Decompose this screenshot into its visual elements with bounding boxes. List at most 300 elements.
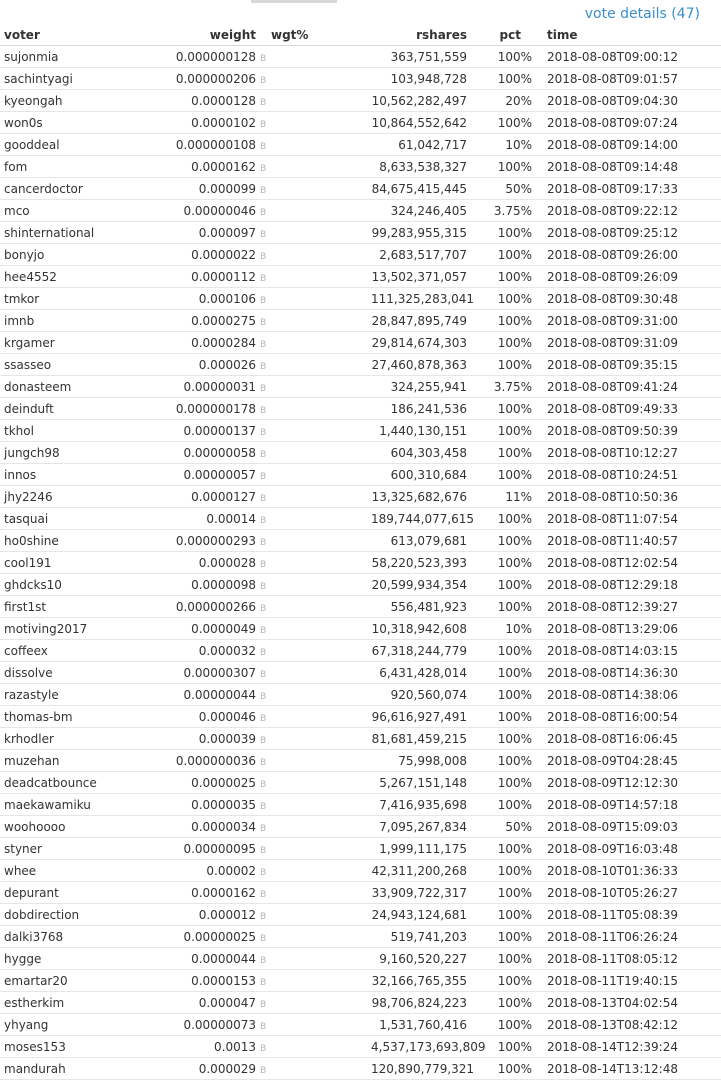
row-spacer	[532, 816, 547, 838]
wgt-pct-value	[268, 442, 371, 464]
time-value: 2018-08-11T05:08:39	[547, 904, 721, 926]
wgt-pct-value	[268, 948, 371, 970]
weight-unit-icon: B	[260, 515, 267, 526]
row-spacer	[532, 222, 547, 244]
row-spacer	[532, 772, 547, 794]
weight-value: 0.000028	[160, 552, 256, 574]
column-header-pct[interactable]: pct	[467, 25, 532, 46]
table-row	[0, 244, 721, 266]
voter-link[interactable]: mandurah	[0, 1058, 160, 1080]
voter-link[interactable]: fom	[0, 156, 160, 178]
pct-value: 100%	[467, 574, 532, 596]
pct-value: 10%	[467, 618, 532, 640]
weight-value: 0.00000058	[160, 442, 256, 464]
voter-link[interactable]: deadcatbounce	[0, 772, 160, 794]
wgt-pct-value	[268, 1014, 371, 1036]
pct-value: 3.75%	[467, 200, 532, 222]
row-spacer	[532, 618, 547, 640]
row-spacer	[532, 970, 547, 992]
voter-link[interactable]: jhy2246	[0, 486, 160, 508]
pct-value: 50%	[467, 178, 532, 200]
weight-unit-cell	[256, 222, 268, 244]
time-value: 2018-08-08T09:00:12	[547, 46, 721, 68]
voter-link[interactable]: sachintyagi	[0, 68, 160, 90]
rshares-value: 28,847,895,749	[371, 310, 467, 332]
voter-link[interactable]: ssasseo	[0, 354, 160, 376]
voter-link[interactable]: dobdirection	[0, 904, 160, 926]
wgt-pct-value	[268, 398, 371, 420]
row-spacer	[532, 904, 547, 926]
voter-link[interactable]: krhodler	[0, 728, 160, 750]
weight-value: 0.00000057	[160, 464, 256, 486]
voter-link[interactable]: styner	[0, 838, 160, 860]
voter-link[interactable]: donasteem	[0, 376, 160, 398]
voter-link[interactable]: hygge	[0, 948, 160, 970]
wgt-pct-value	[268, 464, 371, 486]
pct-value: 100%	[467, 750, 532, 772]
weight-unit-cell	[256, 860, 268, 882]
voter-link[interactable]: maekawamiku	[0, 794, 160, 816]
pct-value: 100%	[467, 156, 532, 178]
weight-unit-cell	[256, 728, 268, 750]
wgt-pct-value	[268, 46, 371, 68]
pct-value: 100%	[467, 706, 532, 728]
weight-value: 0.0000034	[160, 816, 256, 838]
row-spacer	[532, 684, 547, 706]
voter-link[interactable]: woohoooo	[0, 816, 160, 838]
row-spacer	[532, 200, 547, 222]
time-value: 2018-08-08T09:26:09	[547, 266, 721, 288]
weight-unit-icon: B	[260, 317, 267, 328]
weight-unit-icon: B	[260, 889, 267, 900]
wgt-pct-value	[268, 310, 371, 332]
table-row	[0, 662, 721, 684]
voter-link[interactable]: deinduft	[0, 398, 160, 420]
wgt-pct-value	[268, 728, 371, 750]
column-header-unit-spacer	[256, 25, 268, 46]
weight-unit-cell	[256, 706, 268, 728]
weight-unit-cell	[256, 68, 268, 90]
table-row	[0, 926, 721, 948]
weight-unit-icon: B	[260, 999, 267, 1010]
time-value: 2018-08-08T09:25:12	[547, 222, 721, 244]
pct-value: 100%	[467, 662, 532, 684]
wgt-pct-value	[268, 970, 371, 992]
weight-unit-icon: B	[260, 119, 267, 130]
row-spacer	[532, 244, 547, 266]
rshares-value: 604,303,458	[371, 442, 467, 464]
column-header-rshares[interactable]: rshares	[371, 25, 467, 46]
weight-unit-icon: B	[260, 779, 267, 790]
rshares-value: 27,460,878,363	[371, 354, 467, 376]
weight-unit-cell	[256, 684, 268, 706]
rshares-value: 613,079,681	[371, 530, 467, 552]
wgt-pct-value	[268, 552, 371, 574]
weight-unit-icon: B	[260, 559, 267, 570]
weight-unit-cell	[256, 1036, 268, 1058]
table-row	[0, 1014, 721, 1036]
time-value: 2018-08-08T09:49:33	[547, 398, 721, 420]
voter-link[interactable]: mco	[0, 200, 160, 222]
table-row	[0, 442, 721, 464]
weight-value: 0.00000044	[160, 684, 256, 706]
table-row	[0, 90, 721, 112]
row-spacer	[532, 750, 547, 772]
time-value: 2018-08-08T13:29:06	[547, 618, 721, 640]
weight-unit-icon: B	[260, 1043, 267, 1054]
row-spacer	[532, 178, 547, 200]
table-row	[0, 706, 721, 728]
weight-unit-cell	[256, 618, 268, 640]
voter-link[interactable]: moses153	[0, 1036, 160, 1058]
weight-value: 0.0000128	[160, 90, 256, 112]
voter-link[interactable]: emartar20	[0, 970, 160, 992]
voter-link[interactable]: yhyang	[0, 1014, 160, 1036]
weight-unit-cell	[256, 816, 268, 838]
table-row	[0, 904, 721, 926]
time-value: 2018-08-08T09:31:00	[547, 310, 721, 332]
weight-value: 0.0000275	[160, 310, 256, 332]
time-value: 2018-08-08T16:00:54	[547, 706, 721, 728]
weight-unit-icon: B	[260, 581, 267, 592]
voter-link[interactable]: depurant	[0, 882, 160, 904]
weight-value: 0.0000035	[160, 794, 256, 816]
time-value: 2018-08-14T13:12:48	[547, 1058, 721, 1080]
voter-link[interactable]: whee	[0, 860, 160, 882]
rshares-value: 81,681,459,215	[371, 728, 467, 750]
pct-value: 100%	[467, 508, 532, 530]
rshares-value: 4,537,173,693,809	[371, 1036, 467, 1058]
vote-details-link[interactable]: vote details (47)	[584, 6, 700, 22]
voter-link[interactable]: first1st	[0, 596, 160, 618]
row-spacer	[532, 926, 547, 948]
row-spacer	[532, 332, 547, 354]
weight-unit-icon: B	[260, 625, 267, 636]
wgt-pct-value	[268, 904, 371, 926]
time-value: 2018-08-08T09:41:24	[547, 376, 721, 398]
time-value: 2018-08-11T06:26:24	[547, 926, 721, 948]
time-value: 2018-08-13T08:42:12	[547, 1014, 721, 1036]
weight-value: 0.000000108	[160, 134, 256, 156]
weight-unit-icon: B	[260, 471, 267, 482]
weight-value: 0.0000102	[160, 112, 256, 134]
pct-value: 100%	[467, 530, 532, 552]
row-spacer	[532, 68, 547, 90]
row-spacer	[532, 46, 547, 68]
voter-link[interactable]: ghdcks10	[0, 574, 160, 596]
voter-link[interactable]: jungch98	[0, 442, 160, 464]
pct-value: 100%	[467, 332, 532, 354]
voter-link[interactable]: imnb	[0, 310, 160, 332]
voter-link[interactable]: tkhol	[0, 420, 160, 442]
wgt-pct-value	[268, 200, 371, 222]
voter-link[interactable]: bonyjo	[0, 244, 160, 266]
row-spacer	[532, 1058, 547, 1080]
weight-unit-icon: B	[260, 691, 267, 702]
pct-value: 100%	[467, 310, 532, 332]
weight-value: 0.00000031	[160, 376, 256, 398]
voter-link[interactable]: motiving2017	[0, 618, 160, 640]
pct-value: 100%	[467, 244, 532, 266]
pct-value: 100%	[467, 1014, 532, 1036]
voter-link[interactable]: gooddeal	[0, 134, 160, 156]
time-value: 2018-08-11T19:40:15	[547, 970, 721, 992]
weight-unit-cell	[256, 354, 268, 376]
rshares-value: 10,864,552,642	[371, 112, 467, 134]
row-spacer	[532, 266, 547, 288]
rshares-value: 5,267,151,148	[371, 772, 467, 794]
weight-unit-icon: B	[260, 339, 267, 350]
pct-value: 100%	[467, 772, 532, 794]
wgt-pct-value	[268, 816, 371, 838]
voter-link[interactable]: sujonmia	[0, 46, 160, 68]
table-row	[0, 970, 721, 992]
weight-unit-icon: B	[260, 823, 267, 834]
weight-unit-cell	[256, 970, 268, 992]
table-row	[0, 464, 721, 486]
weight-unit-cell	[256, 662, 268, 684]
table-row	[0, 596, 721, 618]
rshares-value: 61,042,717	[371, 134, 467, 156]
wgt-pct-value	[268, 134, 371, 156]
rshares-value: 32,166,765,355	[371, 970, 467, 992]
weight-unit-cell	[256, 486, 268, 508]
pct-value: 100%	[467, 354, 532, 376]
row-spacer	[532, 442, 547, 464]
rshares-value: 324,246,405	[371, 200, 467, 222]
rshares-value: 324,255,941	[371, 376, 467, 398]
rshares-value: 10,562,282,497	[371, 90, 467, 112]
weight-unit-cell	[256, 442, 268, 464]
wgt-pct-value	[268, 684, 371, 706]
weight-unit-icon: B	[260, 669, 267, 680]
voter-link[interactable]: coffeex	[0, 640, 160, 662]
weight-unit-icon: B	[260, 141, 267, 152]
table-row	[0, 530, 721, 552]
table-row	[0, 46, 721, 68]
wgt-pct-value	[268, 574, 371, 596]
voter-link[interactable]: innos	[0, 464, 160, 486]
time-value: 2018-08-13T04:02:54	[547, 992, 721, 1014]
rshares-value: 920,560,074	[371, 684, 467, 706]
weight-unit-cell	[256, 1058, 268, 1080]
rshares-value: 9,160,520,227	[371, 948, 467, 970]
table-row	[0, 222, 721, 244]
wgt-pct-value	[268, 992, 371, 1014]
table-row	[0, 816, 721, 838]
weight-value: 0.000000206	[160, 68, 256, 90]
voter-link[interactable]: cool191	[0, 552, 160, 574]
row-spacer	[532, 552, 547, 574]
row-spacer	[532, 376, 547, 398]
time-value: 2018-08-08T09:50:39	[547, 420, 721, 442]
time-value: 2018-08-08T09:01:57	[547, 68, 721, 90]
weight-unit-icon: B	[260, 933, 267, 944]
time-value: 2018-08-08T09:30:48	[547, 288, 721, 310]
time-value: 2018-08-08T09:04:30	[547, 90, 721, 112]
weight-unit-cell	[256, 574, 268, 596]
weight-unit-cell	[256, 332, 268, 354]
table-row	[0, 288, 721, 310]
voter-link[interactable]: won0s	[0, 112, 160, 134]
weight-value: 0.0000025	[160, 772, 256, 794]
voter-link[interactable]: muzehan	[0, 750, 160, 772]
rshares-value: 67,318,244,779	[371, 640, 467, 662]
time-value: 2018-08-08T09:17:33	[547, 178, 721, 200]
rshares-value: 189,744,077,615	[371, 508, 467, 530]
voter-link[interactable]: shinternational	[0, 222, 160, 244]
table-row	[0, 552, 721, 574]
pct-value: 20%	[467, 90, 532, 112]
weight-value: 0.000029	[160, 1058, 256, 1080]
time-value: 2018-08-08T10:24:51	[547, 464, 721, 486]
weight-value: 0.000000293	[160, 530, 256, 552]
weight-value: 0.000000266	[160, 596, 256, 618]
rshares-value: 7,416,935,698	[371, 794, 467, 816]
voter-link[interactable]: ho0shine	[0, 530, 160, 552]
voter-link[interactable]: tmkor	[0, 288, 160, 310]
weight-unit-cell	[256, 508, 268, 530]
rshares-value: 13,502,371,057	[371, 266, 467, 288]
voter-link[interactable]: thomas-bm	[0, 706, 160, 728]
column-header-wgt-pct[interactable]: wgt%	[268, 25, 371, 46]
weight-value: 0.0000098	[160, 574, 256, 596]
rshares-value: 1,440,130,151	[371, 420, 467, 442]
rshares-value: 186,241,536	[371, 398, 467, 420]
voter-link[interactable]: cancerdoctor	[0, 178, 160, 200]
weight-unit-icon: B	[260, 75, 267, 86]
weight-unit-icon: B	[260, 537, 267, 548]
row-spacer	[532, 112, 547, 134]
weight-unit-cell	[256, 882, 268, 904]
weight-unit-icon: B	[260, 295, 267, 306]
rshares-value: 99,283,955,315	[371, 222, 467, 244]
voter-link[interactable]: razastyle	[0, 684, 160, 706]
pct-value: 100%	[467, 552, 532, 574]
time-value: 2018-08-08T11:07:54	[547, 508, 721, 530]
pct-value: 100%	[467, 882, 532, 904]
row-spacer	[532, 882, 547, 904]
table-row	[0, 684, 721, 706]
weight-unit-cell	[256, 464, 268, 486]
row-spacer	[532, 948, 547, 970]
row-spacer	[532, 464, 547, 486]
pct-value: 100%	[467, 442, 532, 464]
weight-value: 0.000099	[160, 178, 256, 200]
vote-details-header	[0, 0, 703, 26]
rshares-value: 111,325,283,041	[371, 288, 467, 310]
time-value: 2018-08-08T12:39:27	[547, 596, 721, 618]
time-value: 2018-08-08T14:38:06	[547, 684, 721, 706]
weight-unit-icon: B	[260, 207, 267, 218]
rshares-value: 10,318,942,608	[371, 618, 467, 640]
column-header-voter[interactable]: voter	[0, 25, 160, 46]
weight-unit-icon: B	[260, 845, 267, 856]
rshares-value: 556,481,923	[371, 596, 467, 618]
table-header-row	[0, 25, 721, 46]
weight-value: 0.0000153	[160, 970, 256, 992]
rshares-value: 42,311,200,268	[371, 860, 467, 882]
table-row	[0, 398, 721, 420]
row-spacer	[532, 838, 547, 860]
table-row	[0, 134, 721, 156]
weight-unit-icon: B	[260, 163, 267, 174]
rshares-value: 98,706,824,223	[371, 992, 467, 1014]
table-row	[0, 1036, 721, 1058]
table-row	[0, 486, 721, 508]
table-row	[0, 178, 721, 200]
row-spacer	[532, 288, 547, 310]
voter-link[interactable]: kyeongah	[0, 90, 160, 112]
voter-link[interactable]: estherkim	[0, 992, 160, 1014]
time-value: 2018-08-08T09:31:09	[547, 332, 721, 354]
table-row	[0, 354, 721, 376]
rshares-value: 8,633,538,327	[371, 156, 467, 178]
pct-value: 100%	[467, 684, 532, 706]
rshares-value: 120,890,779,321	[371, 1058, 467, 1080]
weight-unit-icon: B	[260, 97, 267, 108]
votes-table-body	[0, 46, 721, 1080]
voter-link[interactable]: tasquai	[0, 508, 160, 530]
weight-unit-icon: B	[260, 53, 267, 64]
weight-value: 0.0000162	[160, 882, 256, 904]
votes-table	[0, 25, 721, 1080]
time-value: 2018-08-08T12:29:18	[547, 574, 721, 596]
rshares-value: 13,325,682,676	[371, 486, 467, 508]
table-row	[0, 794, 721, 816]
time-value: 2018-08-08T16:06:45	[547, 728, 721, 750]
time-value: 2018-08-09T14:57:18	[547, 794, 721, 816]
row-spacer	[532, 354, 547, 376]
weight-unit-icon: B	[260, 449, 267, 460]
weight-unit-icon: B	[260, 185, 267, 196]
time-value: 2018-08-10T05:26:27	[547, 882, 721, 904]
weight-unit-icon: B	[260, 493, 267, 504]
voter-link[interactable]: krgamer	[0, 332, 160, 354]
pct-value: 100%	[467, 728, 532, 750]
rshares-value: 1,531,760,416	[371, 1014, 467, 1036]
voter-link[interactable]: dissolve	[0, 662, 160, 684]
voter-link[interactable]: hee4552	[0, 266, 160, 288]
weight-unit-icon: B	[260, 1065, 267, 1076]
time-value: 2018-08-09T04:28:45	[547, 750, 721, 772]
weight-value: 0.0000044	[160, 948, 256, 970]
weight-unit-cell	[256, 310, 268, 332]
time-value: 2018-08-08T09:26:00	[547, 244, 721, 266]
rshares-value: 58,220,523,393	[371, 552, 467, 574]
row-spacer	[532, 310, 547, 332]
wgt-pct-value	[268, 376, 371, 398]
rshares-value: 2,683,517,707	[371, 244, 467, 266]
row-spacer	[532, 156, 547, 178]
weight-unit-cell	[256, 90, 268, 112]
time-value: 2018-08-08T14:03:15	[547, 640, 721, 662]
weight-value: 0.00000073	[160, 1014, 256, 1036]
column-header-time[interactable]: time	[547, 25, 721, 46]
rshares-value: 84,675,415,445	[371, 178, 467, 200]
wgt-pct-value	[268, 420, 371, 442]
weight-value: 0.000106	[160, 288, 256, 310]
voter-link[interactable]: dalki3768	[0, 926, 160, 948]
wgt-pct-value	[268, 640, 371, 662]
table-row	[0, 772, 721, 794]
rshares-value: 96,616,927,491	[371, 706, 467, 728]
pct-value: 100%	[467, 68, 532, 90]
pct-value: 11%	[467, 486, 532, 508]
column-header-weight[interactable]: weight	[160, 25, 256, 46]
pct-value: 100%	[467, 288, 532, 310]
row-spacer	[532, 398, 547, 420]
